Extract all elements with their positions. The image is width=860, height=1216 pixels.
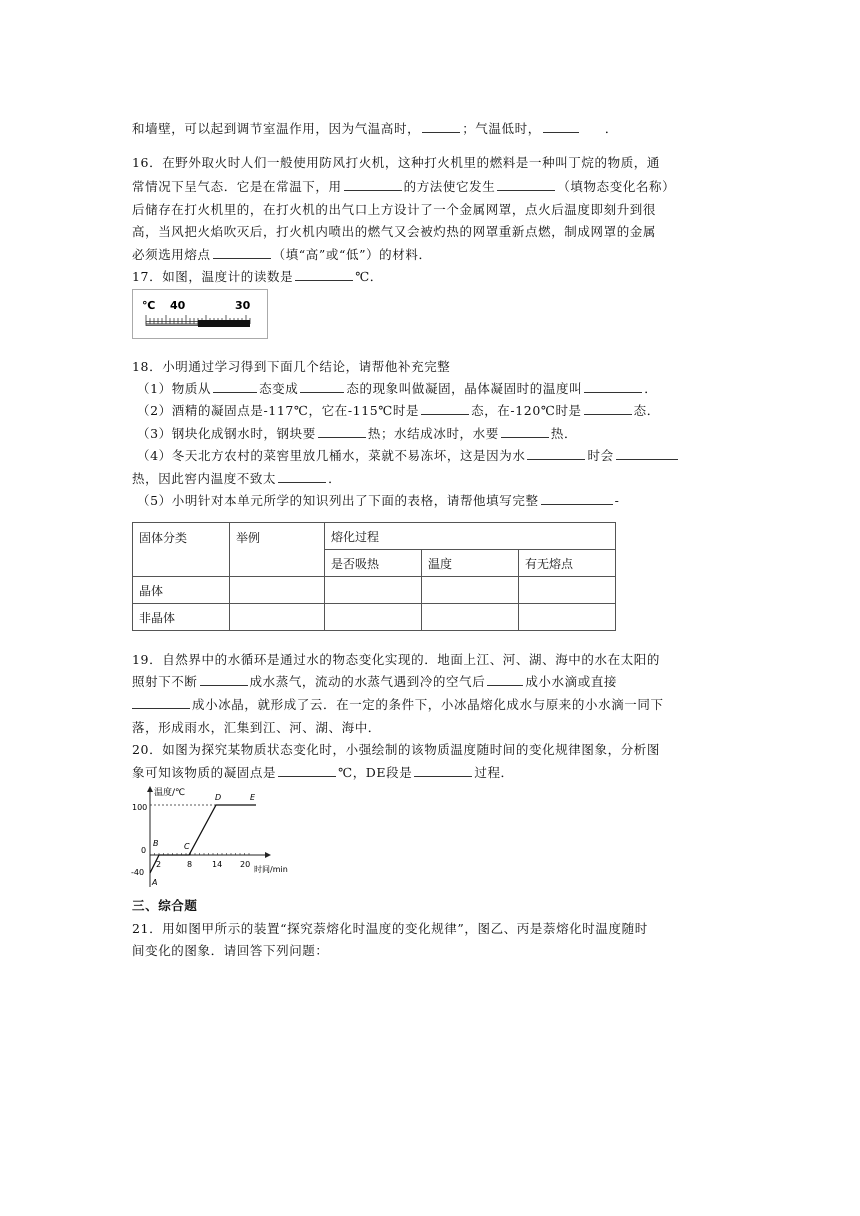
y-tick-100: 100 (132, 803, 148, 812)
answer-blank[interactable] (527, 448, 585, 460)
table-cell[interactable] (422, 577, 519, 604)
question-16-line: 高，当风把火焰吹灭后，打火机内喷出的燃气又会被灼热的网罩重新点燃，制成网罩的金属 (132, 224, 657, 239)
x-tick-8: 8 (187, 860, 193, 869)
question-18-line (137, 446, 680, 464)
text: 热． (550, 426, 578, 441)
text: 成小冰晶，就形成了云．在一定的条件下，小冰晶熔化成水与原来的小水滴一同下 (192, 697, 664, 712)
x-axis-label: 时间/min (254, 865, 288, 874)
table-row-label-noncrystal: 非晶体 (133, 604, 230, 631)
question-18-line: 18．小明通过学习得到下面几个结论，请帮他补充完整 (132, 359, 451, 374)
table-cell[interactable] (325, 577, 422, 604)
question-19-line (132, 695, 664, 713)
table-header-melting-point: 有无熔点 (519, 550, 616, 577)
text: 时会 (587, 448, 614, 463)
question-18-line (137, 491, 619, 509)
text: 象可知该物质的凝固点是 (132, 765, 277, 780)
text: ℃． (355, 269, 383, 284)
answer-blank[interactable] (200, 674, 248, 686)
text: ℃，DE段是 (338, 765, 413, 780)
thermometer-liquid-column (198, 320, 250, 327)
question-20-line: 20．如图为探究某物质状态变化时，小强绘制的该物质温度随时间的变化规律图象，分析图 (132, 742, 661, 757)
table-cell[interactable] (325, 604, 422, 631)
answer-blank[interactable] (584, 403, 632, 415)
text: 态的现象叫做凝固，晶体凝固时的温度叫 (346, 381, 583, 396)
answer-blank[interactable] (543, 121, 579, 133)
question-19-line: 19．自然界中的水循环是通过水的物态变化实现的．地面上江、河、湖、海中的水在太阳的 (132, 652, 661, 667)
thermometer-figure (132, 289, 268, 339)
text: 热；水结成冰时，水要 (367, 426, 499, 441)
question-21-line: 21．用如图甲所示的装置“探究萘熔化时温度的变化规律”，图乙、丙是萘熔化时温度随时 (132, 921, 648, 936)
text: 热，因此窖内温度不致太 (132, 471, 277, 486)
answer-blank[interactable] (584, 381, 642, 393)
text: （3）钢块化成钢水时，钢块要 (137, 426, 316, 441)
answer-blank[interactable] (421, 403, 469, 415)
table-cell[interactable] (519, 577, 616, 604)
table-header-class: 固体分类 (133, 523, 230, 577)
table-cell[interactable] (422, 604, 519, 631)
point-label-d: D (215, 793, 222, 802)
question-20-line (132, 763, 514, 781)
text: 照射下不断 (132, 674, 198, 689)
answer-blank[interactable] (213, 247, 271, 259)
text: 态，在-120℃时是 (471, 403, 582, 418)
question-18-line (137, 401, 660, 419)
x-tick-14: 14 (212, 860, 223, 869)
answer-blank[interactable] (278, 471, 326, 483)
text: （4）冬天北方农村的菜窖里放几桶水，菜就不易冻坏，这是因为水 (137, 448, 526, 463)
text: 过程． (474, 765, 514, 780)
text: 成水蒸气，流动的水蒸气遇到冷的空气后 (249, 674, 486, 689)
text: 成小水滴或直接 (525, 674, 618, 689)
answer-blank[interactable] (132, 697, 190, 709)
table-header-temperature: 温度 (422, 550, 519, 577)
text-line (132, 119, 618, 137)
x-tick-20: 20 (240, 860, 251, 869)
answer-blank[interactable] (344, 179, 402, 191)
question-19-line (132, 672, 617, 690)
y-tick-0: 0 (141, 846, 147, 855)
text: ． (604, 121, 618, 136)
thermometer-unit: ℃ (142, 299, 156, 312)
answer-blank[interactable] (278, 765, 336, 777)
text: 态． (633, 403, 660, 418)
answer-blank[interactable] (414, 765, 472, 777)
temperature-time-graph (130, 783, 300, 891)
question-16-line: 16．在野外取火时人们一般使用防风打火机，这种打火机里的燃料是一种叫丁烷的物质，通 (132, 155, 661, 170)
point-label-e: E (250, 793, 256, 802)
section-heading: 三、综合题 (132, 898, 198, 913)
text: （1）物质从 (137, 381, 212, 396)
question-16-line (132, 245, 432, 263)
y-tick-neg40: -40 (131, 868, 145, 877)
question-17-line (132, 267, 383, 285)
text: 常情况下呈气态．它是在常温下，用 (132, 179, 342, 194)
answer-blank[interactable] (422, 121, 460, 133)
table-cell[interactable] (519, 604, 616, 631)
solids-table (132, 522, 616, 631)
question-18-line (132, 469, 341, 487)
text: （5）小明针对本单元所学的知识列出了下面的表格，请帮他填写完整 (137, 493, 539, 508)
answer-blank[interactable] (318, 426, 366, 438)
text: 和墙壁，可以起到调节室温作用，因为气温高时， (132, 121, 421, 136)
point-label-a: A (152, 878, 158, 887)
table-header-melting: 熔化过程 (325, 523, 616, 550)
answer-blank[interactable] (487, 674, 523, 686)
answer-blank[interactable] (541, 493, 613, 505)
y-axis-label: 温度/℃ (154, 788, 186, 798)
answer-blank[interactable] (501, 426, 549, 438)
answer-blank[interactable] (300, 381, 344, 393)
x-tick-2: 2 (156, 860, 162, 869)
question-21-line: 间变化的图象．请回答下列问题： (132, 943, 329, 958)
text: 17．如图，温度计的读数是 (132, 269, 294, 284)
answer-blank[interactable] (616, 448, 678, 460)
point-label-c: C (184, 842, 190, 851)
text: ． (644, 381, 658, 396)
text: （填物态变化名称） (557, 179, 676, 194)
question-16-line (132, 177, 675, 195)
thermometer-label-40: 40 (170, 299, 186, 312)
answer-blank[interactable] (497, 179, 555, 191)
question-19-line: 落，形成雨水，汇集到江、河、湖、海中． (132, 720, 381, 735)
table-cell[interactable] (230, 604, 325, 631)
text: （填“高”或“低”）的材料． (272, 247, 432, 262)
table-header-example: 举例 (230, 523, 325, 577)
text: 的方法使它发生 (403, 179, 496, 194)
question-18-line (137, 379, 657, 397)
text: （2）酒精的凝固点是-117℃，它在-115℃时是 (137, 403, 420, 418)
question-16-line: 后储存在打火机里的，在打火机的出气口上方设计了一个金属网罩，点火后温度即刻升到很 (132, 202, 657, 217)
table-cell[interactable] (230, 577, 325, 604)
thermometer-label-30: 30 (235, 299, 251, 312)
text: ；气温低时， (462, 121, 541, 136)
text: 态变成 (259, 381, 299, 396)
text: ． (328, 471, 342, 486)
answer-blank[interactable] (213, 381, 257, 393)
text: 必须选用熔点 (132, 247, 211, 262)
text: - (614, 493, 620, 508)
question-18-line (137, 424, 577, 442)
table-header-absorb: 是否吸热 (325, 550, 422, 577)
answer-blank[interactable] (295, 269, 353, 281)
table-row-label-crystal: 晶体 (133, 577, 230, 604)
point-label-b: B (153, 839, 159, 848)
